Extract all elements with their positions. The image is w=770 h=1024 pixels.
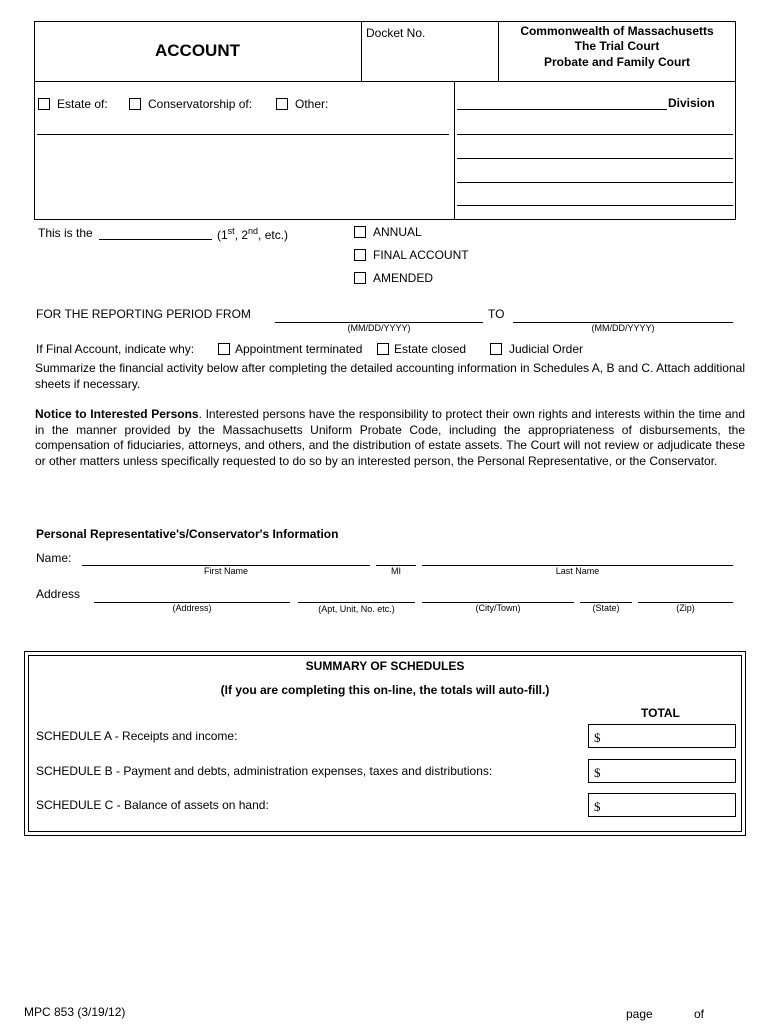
estate-closed-checkbox[interactable]: [377, 343, 389, 355]
ordinal-line[interactable]: [99, 239, 212, 240]
form-id: MPC 853 (3/19/12): [24, 1005, 126, 1019]
mi-hint: MI: [391, 566, 401, 576]
docket-input[interactable]: [362, 40, 497, 80]
summary-title: SUMMARY OF SCHEDULES: [305, 659, 465, 673]
division-label: Division: [668, 96, 715, 110]
case-name-line[interactable]: [37, 134, 449, 135]
apt-line[interactable]: [298, 602, 415, 603]
case-box-right-border: [735, 82, 736, 220]
annual-label: ANNUAL: [373, 225, 422, 239]
final-account-checkbox[interactable]: [354, 249, 366, 261]
notice-text: . Interested persons have the responsibility to protect their own rights and interests within the time and in the manner provided by the Massachusetts Uniform Probate Code, including the appropriateness of disbursements, the compensation of fiduciaries, attorneys, and others, and the distribution of estate assets. The Court will not review or adjudicate these or other matters unless specifically requested to do so by an interested person, the Personal Representative, or the Conservator.: [35, 407, 745, 468]
this-is-the-label: This is the: [38, 226, 93, 240]
case-box-bottom: [34, 219, 736, 220]
annual-checkbox[interactable]: [354, 226, 366, 238]
court-name-line1: Commonwealth of Massachusetts: [520, 24, 714, 38]
apt-hint: (Apt, Unit, No. etc.): [318, 604, 395, 614]
rep-info-title: Personal Representative's/Conservator's Information: [36, 527, 339, 541]
schedule-c-total[interactable]: $: [588, 793, 736, 817]
schedule-b-total[interactable]: $: [588, 759, 736, 783]
estate-closed-label: Estate closed: [394, 342, 467, 356]
address-label: Address: [36, 587, 81, 601]
notice-title: Notice to Interested Persons: [35, 407, 199, 421]
first-name-hint: First Name: [203, 566, 248, 576]
other-checkbox[interactable]: [276, 98, 288, 110]
case-box-left-border: [34, 82, 35, 220]
period-from-hint: (MM/DD/YYYY): [347, 323, 411, 333]
judicial-order-label: Judicial Order: [509, 342, 584, 356]
judicial-order-checkbox[interactable]: [490, 343, 502, 355]
name-label: Name:: [36, 551, 72, 565]
schedule-b-label: SCHEDULE B - Payment and debts, administration expenses, taxes and distributions:: [36, 764, 493, 778]
zip-hint: (Zip): [676, 603, 695, 613]
court-address-line-1[interactable]: [457, 134, 733, 135]
reporting-period-label: FOR THE REPORTING PERIOD FROM: [36, 307, 251, 321]
appointment-terminated-checkbox[interactable]: [218, 343, 230, 355]
court-address-line-4[interactable]: [457, 205, 733, 206]
court-address-line-2[interactable]: [457, 158, 733, 159]
appointment-terminated-label: Appointment terminated: [235, 342, 363, 356]
case-box-divider: [454, 82, 455, 220]
court-name-line2: The Trial Court: [574, 39, 660, 53]
summary-instruction: Summarize the financial activity below after completing the detailed accounting information in Schedules A, B and C. Attach additional sheets if necessary.: [35, 361, 745, 391]
division-line[interactable]: [457, 109, 667, 110]
of-label: of: [694, 1007, 705, 1021]
address-hint: (Address): [172, 603, 212, 613]
period-to-label: TO: [488, 307, 505, 321]
notice-paragraph: [35, 407, 745, 469]
page-label: page: [626, 1007, 653, 1021]
court-address-line-3[interactable]: [457, 182, 733, 183]
conservatorship-label: Conservatorship of:: [148, 97, 253, 111]
summary-subtitle: (If you are completing this on-line, the totals will auto-fill.): [220, 683, 550, 697]
amended-label: AMENDED: [373, 271, 434, 285]
city-hint: (City/Town): [475, 603, 521, 613]
page-title: ACCOUNT: [155, 41, 240, 60]
period-to-hint: (MM/DD/YYYY): [591, 323, 655, 333]
total-label: TOTAL: [641, 706, 680, 720]
court-name-line3: Probate and Family Court: [543, 55, 691, 69]
schedule-a-total[interactable]: $: [588, 724, 736, 748]
state-hint: (State): [592, 603, 620, 613]
amended-checkbox[interactable]: [354, 272, 366, 284]
conservatorship-checkbox[interactable]: [129, 98, 141, 110]
final-account-label: FINAL ACCOUNT: [373, 248, 469, 262]
ordinal-hint: (1st, 2nd, etc.): [217, 226, 289, 242]
schedule-c-label: SCHEDULE C - Balance of assets on hand:: [36, 798, 269, 812]
estate-checkbox[interactable]: [38, 98, 50, 110]
schedule-a-label: SCHEDULE A - Receipts and income:: [36, 729, 238, 743]
docket-label: Docket No.: [366, 26, 426, 40]
other-label: Other:: [295, 97, 329, 111]
final-reason-label: If Final Account, indicate why:: [36, 342, 195, 356]
last-name-hint: Last Name: [555, 566, 600, 576]
estate-label: Estate of:: [57, 97, 108, 111]
